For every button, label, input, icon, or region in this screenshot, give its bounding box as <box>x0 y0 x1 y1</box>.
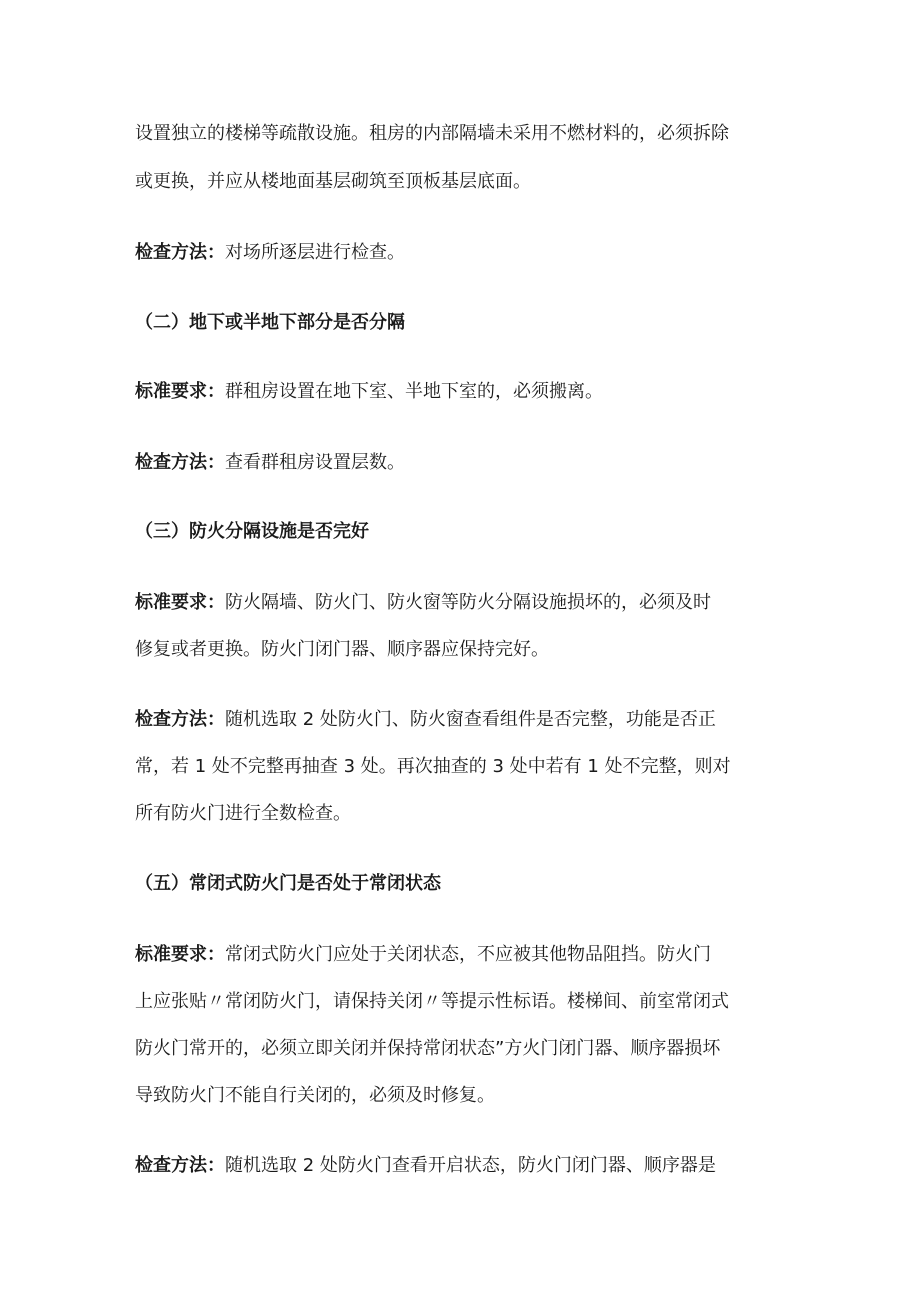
paragraph-line: 防火门常开的，必须立即关闭并保持常闭状态”方火门闭门器、顺序器损坏 <box>135 1038 721 1059</box>
check-method-paragraph <box>135 240 795 266</box>
standard-requirement-paragraph <box>135 590 795 616</box>
check-method-label: 检查方法： <box>135 452 225 473</box>
check-method-label: 检查方法： <box>135 709 225 730</box>
section-heading-3: （三）防火分隔设施是否完好 <box>135 521 369 542</box>
check-method-paragraph <box>135 1153 795 1179</box>
paragraph-line: 上应张贴〃常闭防火门，请保持关闭〃等提示性标语。楼梯间、前室常闭式 <box>135 991 729 1012</box>
standard-requirement-text: 防火隔墙、防火门、防火窗等防火分隔设施损坏的，必须及时 <box>225 592 711 613</box>
paragraph-line: 导致防火门不能自行关闭的，必须及时修复。 <box>135 1085 495 1106</box>
check-method-paragraph <box>135 450 795 476</box>
standard-requirement-label: 标准要求： <box>135 944 225 965</box>
check-method-label: 检查方法： <box>135 242 225 263</box>
check-method-text: 查看群租房设置层数。 <box>225 452 405 473</box>
standard-requirement-label: 标准要求： <box>135 381 225 402</box>
section-heading-2: （二）地下或半地下部分是否分隔 <box>135 312 405 333</box>
check-method-text: 对场所逐层进行检查。 <box>225 242 405 263</box>
check-method-text: 随机选取 2 处防火门、防火窗查看组件是否完整，功能是否正 <box>225 709 716 730</box>
paragraph-line: 修复或者更换。防火门闭门器、顺序器应保持完好。 <box>135 639 549 660</box>
check-method-text: 随机选取 2 处防火门查看开启状态，防火门闭门器、顺序器是 <box>225 1155 716 1176</box>
check-method-paragraph <box>135 707 795 733</box>
standard-requirement-label: 标准要求： <box>135 592 225 613</box>
paragraph-line: 或更换，并应从楼地面基层砌筑至顶板基层底面。 <box>135 171 531 192</box>
paragraph-line: 常，若 1 处不完整再抽查 3 处。再次抽查的 3 处中若有 1 处不完整，则对 <box>135 756 731 777</box>
standard-requirement-text: 群租房设置在地下室、半地下室的，必须搬离。 <box>225 381 603 402</box>
paragraph-line: 设置独立的楼梯等疏散设施。租房的内部隔墙未采用不燃材料的，必须拆除 <box>135 123 729 144</box>
standard-requirement-paragraph <box>135 942 795 968</box>
standard-requirement-paragraph <box>135 379 795 405</box>
section-heading-5: （五）常闭式防火门是否处于常闭状态 <box>135 873 441 894</box>
paragraph-line: 所有防火门进行全数检查。 <box>135 803 351 824</box>
standard-requirement-text: 常闭式防火门应处于关闭状态，不应被其他物品阻挡。防火门 <box>225 944 711 965</box>
check-method-label: 检查方法： <box>135 1155 225 1176</box>
